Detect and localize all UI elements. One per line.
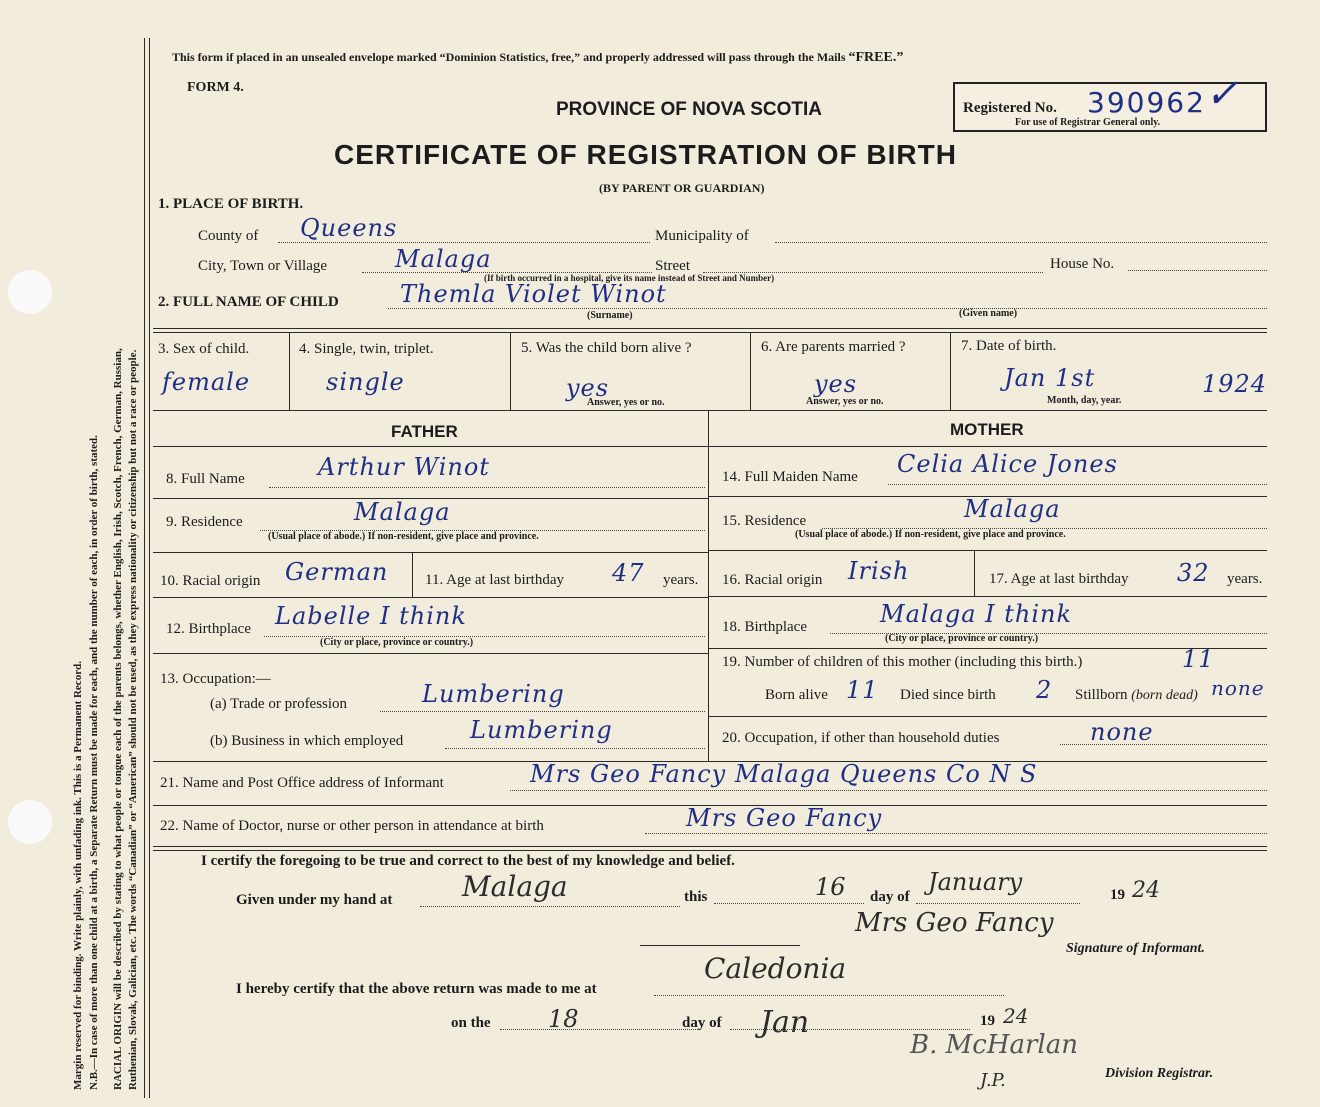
signature-label: Signature of Informant. — [1066, 941, 1205, 956]
margin-border-inner — [149, 38, 150, 1098]
sex-label: 3. Sex of child. — [158, 341, 250, 357]
stillborn-value: none — [1211, 676, 1265, 700]
binder-hole-bottom — [8, 800, 52, 844]
answer-note-1: Answer, yes or no. — [587, 397, 665, 408]
doctor-line — [645, 833, 1267, 834]
married-label: 6. Are parents married ? — [761, 339, 906, 355]
municipality-line — [775, 242, 1267, 243]
mother-age-value: 32 — [1177, 559, 1210, 587]
surname-note: (Surname) — [587, 310, 633, 321]
divider-3-4 — [289, 333, 290, 410]
margin-note-1: Margin reserved for binding. Write plainly, with unfading ink. This is a Permanent Record. — [72, 661, 84, 1090]
mother-racial-value: Irish — [848, 557, 910, 585]
given-at-line — [420, 906, 680, 907]
parents-divider — [708, 411, 709, 761]
return-place-line — [654, 995, 1004, 996]
plurality-label: 4. Single, twin, triplet. — [299, 341, 434, 357]
mother-racial-label: 16. Racial origin — [722, 572, 823, 588]
registration-number: 390962 — [1087, 86, 1206, 119]
dob-year: 1924 — [1202, 370, 1268, 398]
informant-signature: Mrs Geo Fancy — [855, 908, 1054, 938]
mother-birthplace-label: 18. Birthplace — [722, 619, 807, 635]
certify-statement: I certify the foregoing to be true and correct to the best of my knowledge and belief. — [201, 853, 735, 869]
return-label: I hereby certify that the above return was made to me at — [236, 981, 597, 997]
rule-f3 — [153, 597, 708, 598]
child-name-line — [388, 308, 1267, 309]
rule-1 — [153, 328, 1267, 329]
return-month: Jan — [760, 1005, 810, 1040]
signature-rule — [640, 945, 800, 946]
mother-residence-label: 15. Residence — [722, 513, 807, 529]
father-age-unit: years. — [663, 572, 699, 588]
father-age-value: 47 — [612, 559, 645, 587]
father-residence-label: 9. Residence — [166, 514, 243, 530]
born-alive-count-label: Born alive — [765, 687, 828, 703]
divider-16-17 — [974, 551, 975, 596]
rule-m3 — [708, 596, 1267, 597]
father-business-value: Lumbering — [470, 716, 613, 744]
died-since-value: 2 — [1036, 676, 1053, 704]
county-value: Queens — [300, 214, 398, 242]
plurality-value: single — [326, 368, 405, 396]
return-day-of: day of — [682, 1015, 722, 1031]
child-name-value: Themla Violet Winot — [400, 280, 667, 308]
divider-4-5 — [510, 333, 511, 410]
on-the-label: on the — [451, 1015, 491, 1031]
given-at-place: Malaga — [462, 870, 568, 903]
informant-label: 21. Name and Post Office address of Informant — [160, 775, 444, 791]
mother-residence-value: Malaga — [964, 495, 1061, 523]
mother-children-label: 19. Number of children of this mother (including this birth.) — [722, 654, 1083, 670]
page-subtitle: (BY PARENT OR GUARDIAN) — [599, 181, 765, 195]
father-birthplace-label: 12. Birthplace — [166, 621, 251, 637]
born-alive-value: yes — [566, 374, 610, 402]
father-residence-note: (Usual place of abode.) If non-resident, give place and province. — [268, 531, 539, 542]
return-year: 24 — [1003, 1004, 1029, 1028]
province-heading: PROVINCE OF NOVA SCOTIA — [556, 99, 823, 120]
mother-birthplace-note: (City or place, province or country.) — [885, 633, 1039, 644]
given-note: (Given name) — [959, 308, 1018, 319]
margin-note-2: N.B.—In case of more than one child at a birth, a Separate Return must be made for each, and the number of each, in order of birth, stated. — [88, 435, 100, 1090]
mother-name-label: 14. Full Maiden Name — [722, 469, 858, 485]
dob-value: Jan 1st — [1004, 364, 1096, 392]
day-line — [714, 903, 864, 904]
father-residence-value: Malaga — [354, 498, 451, 526]
year-value: 24 — [1132, 878, 1160, 903]
margin-note-4: Ruthenian, Slovak, Galician, etc. The words “Canadian” or “American” should not be used, as they express nationality or citizenship but not a race or people. — [127, 349, 139, 1090]
child-name-label: 2. FULL NAME OF CHILD — [158, 294, 339, 310]
mother-occupation-value: none — [1090, 718, 1154, 746]
binder-hole-top — [8, 270, 52, 314]
registrar-signature: B. McHarlan — [910, 1030, 1078, 1060]
answer-note-2: Answer, yes or no. — [806, 396, 884, 407]
mother-age-label: 17. Age at last birthday — [989, 571, 1129, 587]
day-of-label: day of — [870, 889, 910, 905]
hospital-note: (If birth occurred in a hospital, give its name instead of Street and Number) — [484, 273, 775, 283]
father-birthplace-note: (City or place, province or country.) — [320, 637, 474, 648]
rule-1b — [153, 332, 1267, 333]
father-name-line — [269, 487, 705, 488]
died-since-label: Died since birth — [900, 687, 996, 703]
stillborn-label: Stillborn (born dead) — [1075, 687, 1198, 703]
page-title: CERTIFICATE OF REGISTRATION OF BIRTH — [334, 139, 957, 170]
father-trade-value: Lumbering — [422, 680, 565, 708]
return-year-prefix: 19 — [980, 1013, 995, 1029]
county-line — [278, 242, 650, 243]
margin-border-outer — [144, 38, 145, 1098]
mother-occupation-label: 20. Occupation, if other than household duties — [722, 730, 1000, 746]
municipality-label: Municipality of — [655, 228, 749, 244]
place-section-title: 1. PLACE OF BIRTH. — [158, 196, 304, 212]
father-racial-value: German — [285, 558, 389, 586]
father-heading: FATHER — [391, 422, 458, 441]
father-name-label: 8. Full Name — [166, 471, 245, 487]
house-line — [1128, 270, 1267, 271]
mother-birthplace-value: Malaga I think — [880, 600, 1073, 628]
born-alive-label: 5. Was the child born alive ? — [521, 340, 692, 356]
divider-10-11 — [412, 553, 413, 597]
rule-6b — [153, 850, 1267, 851]
married-value: yes — [814, 370, 858, 398]
city-label: City, Town or Village — [198, 258, 328, 274]
dob-label: 7. Date of birth. — [961, 338, 1057, 354]
rule-f4 — [153, 653, 708, 654]
month-value: January — [928, 868, 1023, 896]
return-place: Caledonia — [704, 952, 847, 985]
doctor-label: 22. Name of Doctor, nurse or other person in attendance at birth — [160, 818, 544, 834]
born-alive-count-value: 11 — [846, 676, 879, 704]
county-label: County of — [198, 228, 259, 244]
dob-note: Month, day, year. — [1047, 395, 1122, 406]
sex-value: female — [162, 368, 251, 396]
mother-children-value: 11 — [1182, 645, 1215, 673]
divider-5-6 — [750, 333, 751, 410]
registration-note: For use of Registrar General only. — [1015, 117, 1161, 128]
father-trade-label: (a) Trade or profession — [210, 696, 348, 712]
rule-6 — [153, 846, 1267, 847]
city-value: Malaga — [395, 245, 492, 273]
given-at-label: Given under my hand at — [236, 892, 393, 908]
registration-label: Registered No. — [963, 100, 1057, 116]
return-day: 18 — [548, 1005, 579, 1033]
mother-name-value: Celia Alice Jones — [897, 450, 1118, 478]
mother-name-line — [888, 484, 1267, 485]
registration-box — [953, 71, 1267, 132]
father-age-label: 11. Age at last birthday — [425, 572, 564, 588]
margin-note-3: RACIAL ORIGIN will be described by stating to what people or tongue each of the parents belongs, whether English, Irish, Scotch, French, German, Russian, — [112, 348, 124, 1090]
doctor-value: Mrs Geo Fancy — [686, 804, 883, 832]
mother-age-unit: years. — [1227, 571, 1263, 587]
return-day-line — [500, 1029, 700, 1030]
father-birthplace-value: Labelle I think — [275, 602, 467, 630]
street-label: Street — [655, 258, 690, 274]
father-trade-line — [380, 711, 705, 712]
rule-f2 — [153, 552, 708, 553]
informant-value: Mrs Geo Fancy Malaga Queens Co N S — [530, 760, 1038, 788]
rule-m5 — [708, 716, 1267, 717]
father-business-line — [445, 748, 705, 749]
father-occupation-label: 13. Occupation:— — [160, 671, 271, 687]
divider-6-7 — [950, 333, 951, 410]
informant-line — [510, 790, 1267, 791]
form-number: FORM 4. — [187, 80, 244, 95]
check-mark-icon: ✓ — [1205, 71, 1239, 116]
registrar-jp: J.P. — [980, 1070, 1006, 1091]
month-line — [916, 903, 1080, 904]
year-prefix: 19 — [1110, 887, 1125, 903]
rule-m2 — [708, 550, 1267, 551]
father-name-value: Arthur Winot — [318, 453, 490, 481]
registrar-label: Division Registrar. — [1105, 1066, 1214, 1081]
mother-heading: MOTHER — [950, 420, 1024, 439]
father-racial-label: 10. Racial origin — [160, 573, 261, 589]
rule-2 — [153, 410, 1267, 411]
mother-residence-note: (Usual place of abode.) If non-resident, give place and province. — [795, 529, 1066, 540]
this-label: this — [684, 889, 708, 905]
house-label: House No. — [1050, 256, 1115, 272]
rule-3 — [153, 446, 1267, 447]
father-business-label: (b) Business in which employed — [210, 733, 404, 749]
day-value: 16 — [815, 873, 846, 901]
mail-notice: This form if placed in an unsealed envelope marked “Dominion Statistics, free,” and properly addressed will pass through the Mails “FREE.” — [172, 50, 904, 65]
